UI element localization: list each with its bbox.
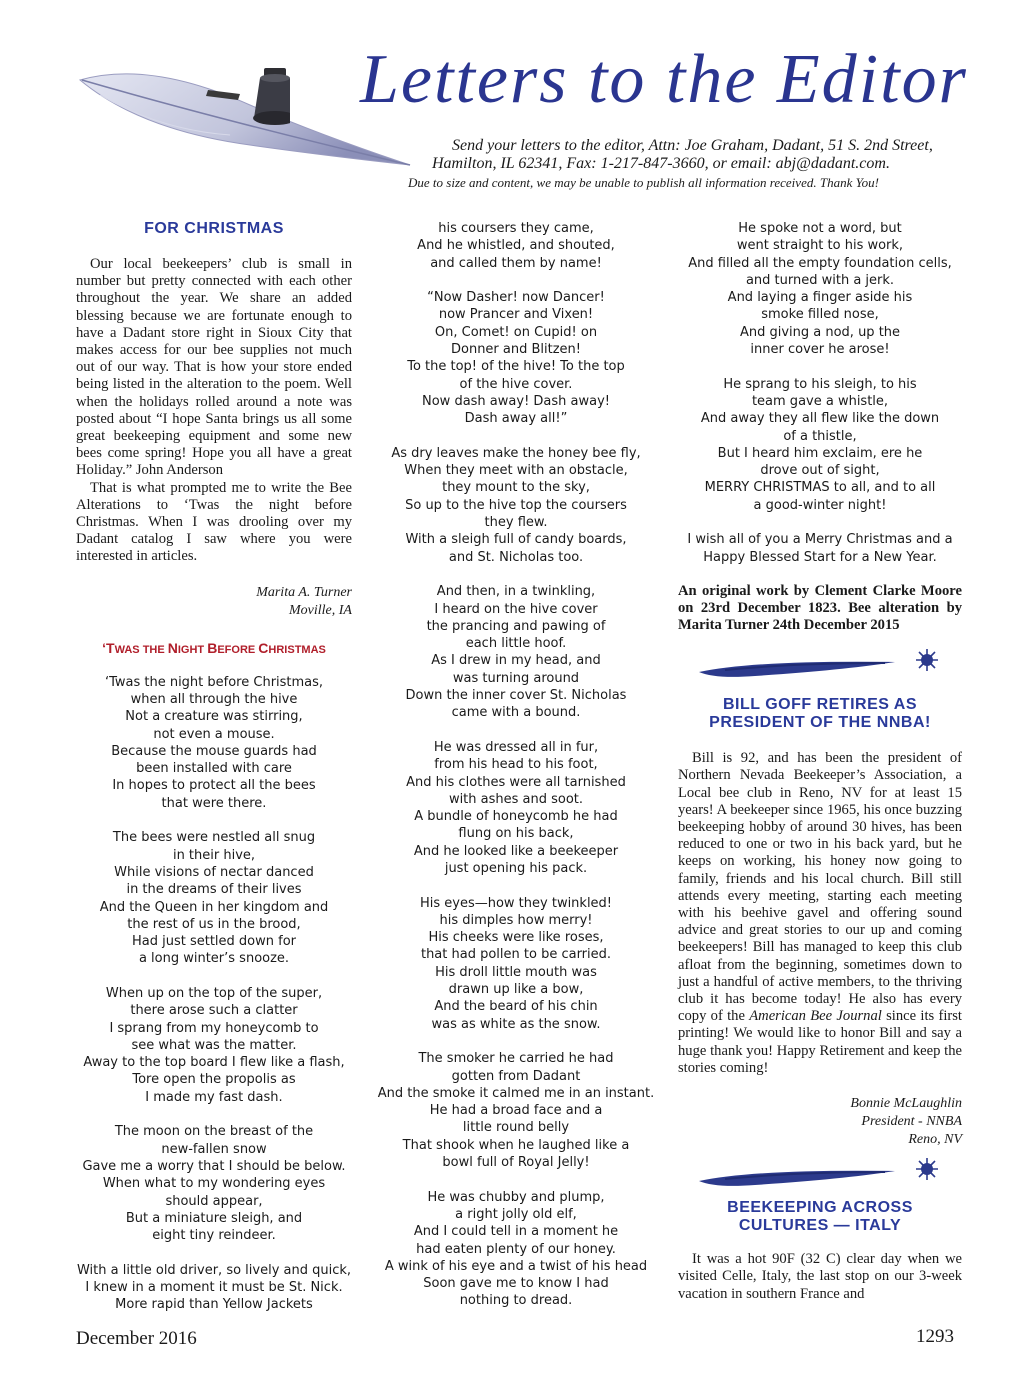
- poem-line: new-fallen snow: [161, 1141, 267, 1157]
- poem-line: I sprang from my honeycomb to: [109, 1020, 319, 1036]
- poem-line: there arose such a clatter: [130, 1003, 298, 1019]
- poem-line: His droll little mouth was: [435, 964, 597, 980]
- poem-line: they flew.: [484, 515, 548, 531]
- poem-line: The bees were nestled all snug: [112, 830, 316, 846]
- poem-line: Soon gave me to know I had: [423, 1276, 609, 1292]
- poem-line: And giving a nod, up the: [739, 324, 901, 340]
- letter-paragraph-2: That is what prompted me to write the Bee Alterations to ‘Twas the night before Christmas. When I was drooling over my Dadant catalog I saw where you were interested in articles.: [76, 479, 352, 565]
- inkwell-icon: [200, 60, 290, 140]
- brush-stroke-divider-icon: [695, 1155, 945, 1195]
- letter-signature: [76, 584, 352, 620]
- poem-line: nothing to dread.: [459, 1293, 573, 1309]
- poem-stanza: [376, 289, 656, 427]
- letter-paragraph-1: Our local beekeepers’ club is small in number but pretty connected with each other throughout the year. We share an added blessing because we are fortunate enough to have a Dadant store right in Sioux City that makes access for our bee supplies not much out of our way. That is how your store ended being listed in the alteration to the poem. Well when the holidays rolled around a note was posted about “I hope Santa brings us all some great beekeeping equipment and some new bees come spring! Hope you all have a great Holiday.” John Anderson: [76, 256, 352, 479]
- poem-stanza: [678, 220, 962, 358]
- poem-line: I made my fast dash.: [145, 1089, 283, 1105]
- poem-line: each little hoof.: [465, 636, 567, 652]
- submission-address-line1: Send your letters to the editor, Attn: Joe Graham, Dadant, 51 S. 2nd Street,: [452, 137, 933, 154]
- poem-line: And laying a finger aside his: [727, 290, 913, 306]
- poem-line: now Prancer and Vixen!: [438, 307, 594, 323]
- poem-stanza: [678, 376, 962, 514]
- poem-stanza: [376, 739, 656, 877]
- poem-line: eight tiny reindeer.: [152, 1228, 276, 1244]
- poem-line: the prancing and pawing of: [426, 618, 606, 634]
- page-title: Letters to the Editor: [360, 41, 968, 118]
- poem-line: I knew in a moment it must be St. Nick.: [85, 1280, 343, 1296]
- poem-line: was as white as the snow.: [431, 1016, 601, 1032]
- poem-stanza: [76, 829, 352, 967]
- poem-line: As dry leaves make the honey bee fly,: [391, 445, 641, 461]
- poem-line: He had a broad face and a: [429, 1103, 603, 1119]
- poem-line: And away they all flew like the down: [700, 411, 940, 427]
- poem-stanza: [376, 583, 656, 721]
- poem-line: went straight to his work,: [736, 238, 904, 254]
- letter-headline-bill-goff: BILL GOFF RETIRES AS PRESIDENT OF THE NNBA!: [709, 696, 931, 732]
- poem-line: When they meet with an obstacle,: [404, 463, 628, 479]
- poem-line: Down the inner cover St. Nicholas: [405, 688, 627, 704]
- poem-line: not even a mouse.: [153, 726, 275, 742]
- page-number: 1293: [916, 1326, 954, 1347]
- poem-line: in the dreams of their lives: [126, 882, 302, 898]
- poem-stanza: [376, 445, 656, 566]
- poem-line: Now dash away! Dash away!: [422, 393, 610, 409]
- poem-line: He spoke not a word, but: [738, 221, 902, 236]
- poem-line: “Now Dasher! now Dancer!: [427, 290, 605, 306]
- poem-line: His cheeks were like roses,: [428, 930, 604, 946]
- signature-name: Marita A. Turner: [256, 584, 352, 600]
- poem-line: A wink of his eye and a twist of his head: [384, 1258, 648, 1274]
- editorial-notice: Due to size and content, we may be unable to publish all information received. Thank You!: [408, 175, 879, 190]
- poem-line: was turning around: [452, 670, 580, 686]
- poem-line: drawn up like a bow,: [448, 982, 584, 998]
- poem-line: they mount to the sky,: [442, 480, 590, 496]
- poem-line: smoke filled nose,: [761, 307, 879, 323]
- signature-place: Moville, IA: [289, 602, 352, 618]
- poem-stanza: [76, 674, 352, 812]
- poem-line: Because the mouse guards had: [111, 743, 317, 759]
- poem-line: While visions of nectar danced: [114, 864, 314, 880]
- poem-line: a good-winter night!: [753, 497, 887, 513]
- poem-line: from his head to his foot,: [434, 757, 598, 773]
- column-right: [678, 212, 962, 1303]
- poem-line: As I drew in my head, and: [431, 653, 601, 669]
- letter-headline-italy: BEEKEEPING ACROSS CULTURES — ITALY: [727, 1199, 913, 1235]
- poem-line: And the smoke it calmed me in an instant.: [377, 1085, 655, 1101]
- poem-line: of a thistle,: [783, 428, 857, 444]
- poem-line: But a miniature sleigh, and: [125, 1210, 303, 1226]
- poem-line: little round belly: [462, 1120, 570, 1136]
- poem-line: and St. Nicholas too.: [448, 549, 584, 565]
- poem-line: Gave me a worry that I should be below.: [82, 1158, 346, 1174]
- poem-line: With a little old driver, so lively and quick,: [76, 1262, 352, 1278]
- poem-line: ‘Twas the night before Christmas,: [104, 674, 324, 690]
- poem-line: in their hive,: [172, 847, 256, 863]
- poem-line: been installed with care: [136, 761, 292, 777]
- poem-part-1: [76, 674, 352, 1314]
- poem-line: I heard on the hive cover: [434, 601, 598, 617]
- poem-line: That shook when he laughed like a: [402, 1137, 630, 1153]
- poem-line: I wish all of you a Merry Christmas and a: [687, 532, 953, 548]
- poem-line: Happy Blessed Start for a New Year.: [703, 549, 937, 565]
- poem-line: bowl full of Royal Jelly!: [442, 1155, 590, 1171]
- poem-stanza: [376, 1189, 656, 1310]
- poem-line: with ashes and soot.: [448, 791, 584, 807]
- poem-line: of the hive cover.: [459, 376, 573, 392]
- poem-line: And his clothes were all tarnished: [406, 774, 626, 790]
- poem-line: And filled all the empty foundation cells,: [688, 255, 952, 271]
- poem-line: In hopes to protect all the bees: [112, 778, 316, 794]
- poem-line: gotten from Dadant: [451, 1068, 581, 1084]
- poem-stanza: [76, 1123, 352, 1244]
- poem-part-3: [678, 220, 962, 566]
- poem-line: To the top! of the hive! To the top: [407, 359, 625, 375]
- bill-goff-signature: Bonnie McLaughlin President - NNBA Reno, NV: [850, 1096, 962, 1148]
- poem-stanza: [376, 1050, 656, 1171]
- poem-line: He was dressed all in fur,: [433, 739, 599, 755]
- poem-line: More rapid than Yellow Jackets: [115, 1297, 313, 1313]
- poem-line: Tore open the propolis as: [132, 1072, 296, 1088]
- poem-line: flung on his back,: [458, 826, 574, 842]
- letter-body: [76, 256, 352, 566]
- poem-line: see what was the matter.: [131, 1037, 297, 1053]
- bill-goff-body: Bill is 92, and has been the president of Northern Nevada Beekeeper’s Association, a Local bee club in Reno, NV for at least 15 years! A beekeeper since 1965, his once buzzing beekeeping hobby of around 30 hives, has been reduced to one or two in his back yard, but he keeps on working, his honey now going to family, friends and his local church. Bill still attends every meeting, starting each meeting with his beehive gavel and offering sound advice and great stories to our up and coming beekeepers! Bill has managed to keep this club afloat from the beginning, sometimes down to just a handful of active members, to the thriving club it has become today! He also has every copy of the American Bee Journal since its first printing! We would like to honor Bill and say a huge thank you! Happy Retirement and keep the stories coming!: [678, 750, 962, 1076]
- poem-line: Dash away all!”: [464, 411, 568, 427]
- poem-line: a right jolly old elf,: [455, 1206, 577, 1222]
- poem-line: And the Queen in her kingdom and: [99, 899, 329, 915]
- issue-date: December 2016: [76, 1328, 197, 1349]
- poem-line: He was chubby and plump,: [427, 1189, 605, 1205]
- poem-line: And then, in a twinkling,: [436, 584, 596, 600]
- poem-stanza: [76, 985, 352, 1106]
- poem-line: But I heard him exclaim, ere he: [717, 445, 923, 461]
- poem-line: should appear,: [165, 1193, 263, 1209]
- poem-stanza: [376, 895, 656, 1033]
- poem-line: The moon on the breast of the: [114, 1124, 314, 1140]
- poem-line: He sprang to his sleigh, to his: [723, 376, 917, 392]
- poem-line: The smoker he carried he had: [418, 1051, 614, 1067]
- poem-line: MERRY CHRISTMAS to all, and to all: [704, 480, 936, 496]
- letter-headline-for-christmas: FOR CHRISTMAS: [144, 220, 284, 237]
- poem-stanza: [376, 220, 656, 272]
- poem-line: Away to the top board I flew like a flash,: [83, 1055, 345, 1071]
- poem-line: that had pollen to be carried.: [420, 947, 612, 963]
- column-left: [76, 212, 352, 1331]
- page-header: [0, 0, 1024, 200]
- poem-line: had eaten plenty of our honey.: [416, 1241, 616, 1257]
- poem-line: So up to the hive top the coursers: [405, 497, 627, 513]
- publication-title: American Bee Journal: [749, 1008, 882, 1025]
- poem-line: Had just settled down for: [131, 934, 297, 950]
- poem-line: and called them by name!: [430, 255, 602, 271]
- poem-line: his dimples how merry!: [439, 912, 593, 928]
- brush-stroke-divider-icon: [695, 646, 945, 686]
- poem-line: came with a bound.: [451, 705, 581, 721]
- poem-stanza: [678, 531, 962, 566]
- submission-address-line2: Hamilton, IL 62341, Fax: 1-217-847-3660, or email: abj@dadant.com.: [432, 155, 890, 172]
- poem-line: Donner and Blitzen!: [450, 342, 582, 358]
- poem-line: the rest of us in the brood,: [127, 916, 301, 932]
- poem-line: On, Comet! on Cupid! on: [434, 324, 598, 340]
- poem-line: team gave a whistle,: [751, 393, 889, 409]
- poem-line: And he looked like a beekeeper: [413, 843, 619, 859]
- poem-line: inner cover he arose!: [750, 342, 890, 358]
- poem-stanza: [76, 1262, 352, 1314]
- poem-line: And I could tell in a moment he: [413, 1224, 619, 1240]
- poem-line: and turned with a jerk.: [745, 272, 895, 288]
- poem-line: when all through the hive: [130, 691, 298, 707]
- poem-line: When up on the top of the super,: [105, 986, 323, 1001]
- column-middle: [376, 212, 656, 1327]
- poem-line: that were there.: [161, 795, 267, 811]
- poem-line: his coursers they came,: [438, 221, 594, 236]
- poem-line: a long winter’s snooze.: [138, 951, 290, 967]
- poem-credit: An original work by Clement Clarke Moore on 23rd December 1823. Bee alteration by Marita Turner 24th December 2015: [678, 583, 962, 634]
- poem-line: And the beard of his chin: [434, 999, 598, 1015]
- poem-line: His eyes—how they twinkled!: [419, 895, 613, 911]
- poem-line: drove out of sight,: [760, 463, 880, 479]
- poem-line: just opening his pack.: [444, 860, 588, 876]
- poem-line: A bundle of honeycomb he had: [414, 809, 618, 825]
- poem-title: ‘TWAS THE NIGHT BEFORE CHRISTMAS: [102, 639, 326, 656]
- italy-body: It was a hot 90F (32 C) clear day when we visited Celle, Italy, the last stop on our 3-week vacation in southern France and: [678, 1251, 962, 1302]
- poem-line: And he whistled, and shouted,: [417, 238, 615, 254]
- poem-line: When what to my wondering eyes: [102, 1176, 326, 1192]
- poem-part-2: [376, 220, 656, 1310]
- poem-line: With a sleigh full of candy boards,: [405, 532, 627, 548]
- poem-line: Not a creature was stirring,: [125, 709, 303, 725]
